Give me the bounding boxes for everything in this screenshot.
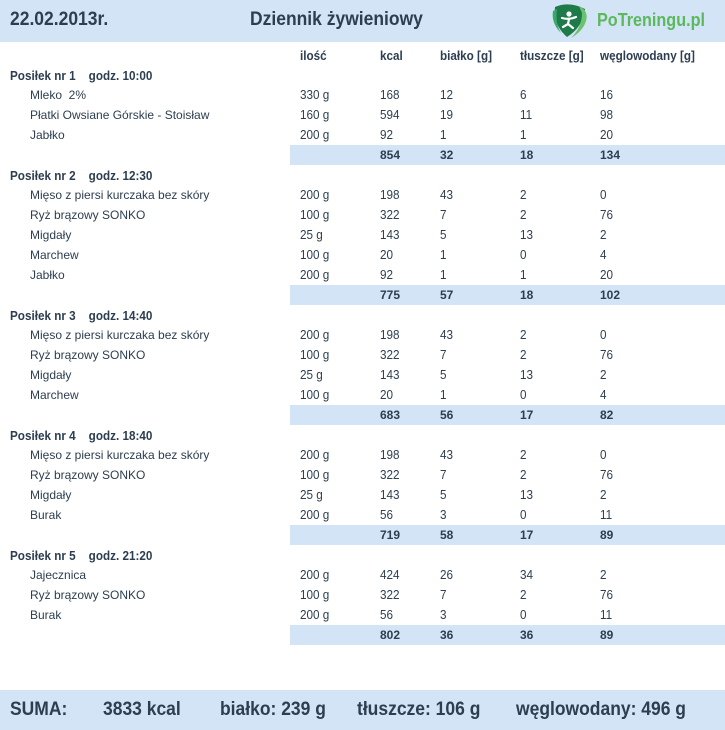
food-kcal: 20 <box>380 387 394 402</box>
food-fat: 0 <box>520 247 527 262</box>
food-qty: 160 g <box>300 107 330 122</box>
food-carbs: 2 <box>600 567 607 582</box>
food-item-row <box>0 445 725 465</box>
total-carbs: 102 <box>600 288 621 302</box>
meal-title: Posiłek nr 3 godz. 14:40 <box>10 308 153 323</box>
page-header <box>0 0 725 42</box>
meal-title: Posiłek nr 4 godz. 18:40 <box>10 428 153 443</box>
food-qty: 100 g <box>300 347 330 362</box>
food-name: Marchew <box>30 248 79 262</box>
column-header-protein: białko [g] <box>440 48 493 63</box>
summary-label: SUMA: <box>10 699 68 720</box>
food-kcal: 56 <box>380 507 394 522</box>
meal-total-row <box>290 145 725 165</box>
total-protein: 56 <box>440 408 454 422</box>
food-qty: 200 g <box>300 607 330 622</box>
food-qty: 100 g <box>300 207 330 222</box>
food-carbs: 20 <box>600 267 614 282</box>
food-name: Mięso z piersi kurczaka bez skóry <box>30 328 210 342</box>
food-qty: 200 g <box>300 327 330 342</box>
total-carbs: 89 <box>600 628 614 642</box>
food-carbs: 2 <box>600 367 607 382</box>
total-fat: 17 <box>520 408 534 422</box>
total-protein: 36 <box>440 628 454 642</box>
food-fat: 2 <box>520 327 527 342</box>
food-name: Mięso z piersi kurczaka bez skóry <box>30 448 210 462</box>
food-item-row <box>0 585 725 605</box>
column-header-carbs: węglowodany [g] <box>600 48 695 63</box>
column-header-kcal: kcal <box>380 48 403 63</box>
food-item-row <box>0 505 725 525</box>
food-name: Jabłko <box>30 128 65 142</box>
meal-title: Posiłek nr 5 godz. 21:20 <box>10 548 153 563</box>
food-kcal: 143 <box>380 487 400 502</box>
food-name: Mleko 2% <box>30 88 87 102</box>
food-fat: 2 <box>520 447 527 462</box>
food-name: Migdały <box>30 368 72 382</box>
total-fat: 17 <box>520 528 534 542</box>
total-kcal: 775 <box>380 288 401 302</box>
food-item-row <box>0 185 725 205</box>
food-protein: 43 <box>440 187 454 202</box>
food-item-row <box>0 125 725 145</box>
food-qty: 200 g <box>300 267 330 282</box>
summary-protein: białko: 239 g <box>220 699 326 720</box>
food-fat: 1 <box>520 267 527 282</box>
food-carbs: 0 <box>600 187 607 202</box>
food-fat: 2 <box>520 347 527 362</box>
food-fat: 2 <box>520 207 527 222</box>
total-carbs: 89 <box>600 528 614 542</box>
food-name: Burak <box>30 508 62 522</box>
food-kcal: 92 <box>380 127 394 142</box>
food-qty: 25 g <box>300 367 323 382</box>
total-kcal: 802 <box>380 628 401 642</box>
total-fat: 18 <box>520 288 534 302</box>
food-protein: 43 <box>440 327 454 342</box>
food-protein: 1 <box>440 127 447 142</box>
food-name: Migdały <box>30 228 72 242</box>
food-protein: 7 <box>440 587 447 602</box>
diary-date: 22.02.2013r. <box>10 9 109 30</box>
food-name: Ryż brązowy SONKO <box>30 588 146 602</box>
total-protein: 32 <box>440 148 454 162</box>
food-carbs: 98 <box>600 107 614 122</box>
daily-summary-bar <box>0 690 725 730</box>
food-item-row <box>0 105 725 125</box>
total-kcal: 683 <box>380 408 401 422</box>
food-carbs: 4 <box>600 387 607 402</box>
summary-fat: tłuszcze: 106 g <box>357 699 481 720</box>
food-fat: 0 <box>520 387 527 402</box>
food-name: Ryż brązowy SONKO <box>30 208 146 222</box>
meal-total-row <box>290 405 725 425</box>
food-carbs: 2 <box>600 487 607 502</box>
food-fat: 0 <box>520 607 527 622</box>
food-qty: 25 g <box>300 487 323 502</box>
food-carbs: 20 <box>600 127 614 142</box>
food-item-row <box>0 605 725 625</box>
total-protein: 57 <box>440 288 454 302</box>
food-name: Jabłko <box>30 268 65 282</box>
food-protein: 3 <box>440 607 447 622</box>
food-item-row <box>0 245 725 265</box>
food-fat: 2 <box>520 587 527 602</box>
summary-kcal: 3833 kcal <box>103 699 181 720</box>
food-fat: 13 <box>520 487 534 502</box>
food-protein: 43 <box>440 447 454 462</box>
food-item-row <box>0 225 725 245</box>
food-kcal: 198 <box>380 327 400 342</box>
food-name: Burak <box>30 608 62 622</box>
food-kcal: 322 <box>380 347 400 362</box>
food-item-row <box>0 365 725 385</box>
total-fat: 36 <box>520 628 534 642</box>
food-kcal: 20 <box>380 247 394 262</box>
meal-total-row <box>290 285 725 305</box>
food-protein: 19 <box>440 107 454 122</box>
food-item-row <box>0 205 725 225</box>
food-name: Jajecznica <box>30 568 87 582</box>
food-name: Migdały <box>30 488 72 502</box>
food-name: Płatki Owsiane Górskie - Stoisław <box>30 108 210 122</box>
meal-total-row <box>290 525 725 545</box>
food-qty: 200 g <box>300 187 330 202</box>
food-kcal: 143 <box>380 227 400 242</box>
food-item-row <box>0 85 725 105</box>
food-fat: 0 <box>520 507 527 522</box>
food-carbs: 2 <box>600 227 607 242</box>
food-protein: 5 <box>440 227 447 242</box>
food-qty: 200 g <box>300 127 330 142</box>
food-name: Marchew <box>30 388 79 402</box>
food-fat: 13 <box>520 227 534 242</box>
food-item-row <box>0 265 725 285</box>
food-protein: 26 <box>440 567 454 582</box>
food-item-row <box>0 345 725 365</box>
food-protein: 3 <box>440 507 447 522</box>
food-carbs: 4 <box>600 247 607 262</box>
food-item-row <box>0 565 725 585</box>
column-header-fat: tłuszcze [g] <box>520 48 584 63</box>
food-carbs: 76 <box>600 467 614 482</box>
food-carbs: 0 <box>600 327 607 342</box>
food-kcal: 424 <box>380 567 400 582</box>
food-protein: 7 <box>440 347 447 362</box>
food-kcal: 92 <box>380 267 394 282</box>
column-header-qty: ilość <box>300 48 327 63</box>
meal-title: Posiłek nr 2 godz. 12:30 <box>10 168 153 183</box>
food-kcal: 198 <box>380 187 400 202</box>
food-item-row <box>0 325 725 345</box>
food-qty: 100 g <box>300 387 330 402</box>
food-protein: 1 <box>440 267 447 282</box>
brand-logo-text: PoTreningu.pl <box>597 10 705 30</box>
food-fat: 34 <box>520 567 534 582</box>
food-qty: 25 g <box>300 227 323 242</box>
food-carbs: 16 <box>600 87 614 102</box>
food-carbs: 76 <box>600 207 614 222</box>
total-fat: 18 <box>520 148 534 162</box>
food-fat: 2 <box>520 467 527 482</box>
food-qty: 200 g <box>300 567 330 582</box>
food-carbs: 11 <box>600 607 613 622</box>
food-kcal: 56 <box>380 607 394 622</box>
food-protein: 7 <box>440 207 447 222</box>
food-kcal: 322 <box>380 467 400 482</box>
potreningu-logo-icon <box>549 3 589 39</box>
food-fat: 11 <box>520 107 533 122</box>
food-fat: 1 <box>520 127 527 142</box>
food-name: Ryż brązowy SONKO <box>30 468 146 482</box>
summary-carbs: węglowodany: 496 g <box>516 699 686 720</box>
food-qty: 100 g <box>300 587 330 602</box>
food-carbs: 11 <box>600 507 613 522</box>
food-name: Mięso z piersi kurczaka bez skóry <box>30 188 210 202</box>
food-qty: 100 g <box>300 247 330 262</box>
total-kcal: 719 <box>380 528 401 542</box>
food-kcal: 143 <box>380 367 400 382</box>
page-title: Dziennik żywieniowy <box>250 9 423 30</box>
food-fat: 13 <box>520 367 534 382</box>
meal-title: Posiłek nr 1 godz. 10:00 <box>10 68 153 83</box>
food-protein: 5 <box>440 487 447 502</box>
food-qty: 200 g <box>300 447 330 462</box>
food-fat: 2 <box>520 187 527 202</box>
food-fat: 6 <box>520 87 527 102</box>
food-kcal: 198 <box>380 447 400 462</box>
food-protein: 12 <box>440 87 454 102</box>
total-protein: 58 <box>440 528 454 542</box>
food-carbs: 0 <box>600 447 607 462</box>
total-carbs: 134 <box>600 148 621 162</box>
food-kcal: 168 <box>380 87 400 102</box>
food-protein: 7 <box>440 467 447 482</box>
food-qty: 200 g <box>300 507 330 522</box>
food-protein: 1 <box>440 387 447 402</box>
food-qty: 330 g <box>300 87 330 102</box>
food-item-row <box>0 385 725 405</box>
food-protein: 1 <box>440 247 447 262</box>
food-kcal: 322 <box>380 587 400 602</box>
food-carbs: 76 <box>600 347 614 362</box>
food-protein: 5 <box>440 367 447 382</box>
total-kcal: 854 <box>380 148 401 162</box>
food-item-row <box>0 465 725 485</box>
total-carbs: 82 <box>600 408 614 422</box>
meal-total-row <box>290 625 725 645</box>
food-kcal: 594 <box>380 107 400 122</box>
food-carbs: 76 <box>600 587 614 602</box>
food-kcal: 322 <box>380 207 400 222</box>
food-item-row <box>0 485 725 505</box>
food-name: Ryż brązowy SONKO <box>30 348 146 362</box>
food-qty: 100 g <box>300 467 330 482</box>
